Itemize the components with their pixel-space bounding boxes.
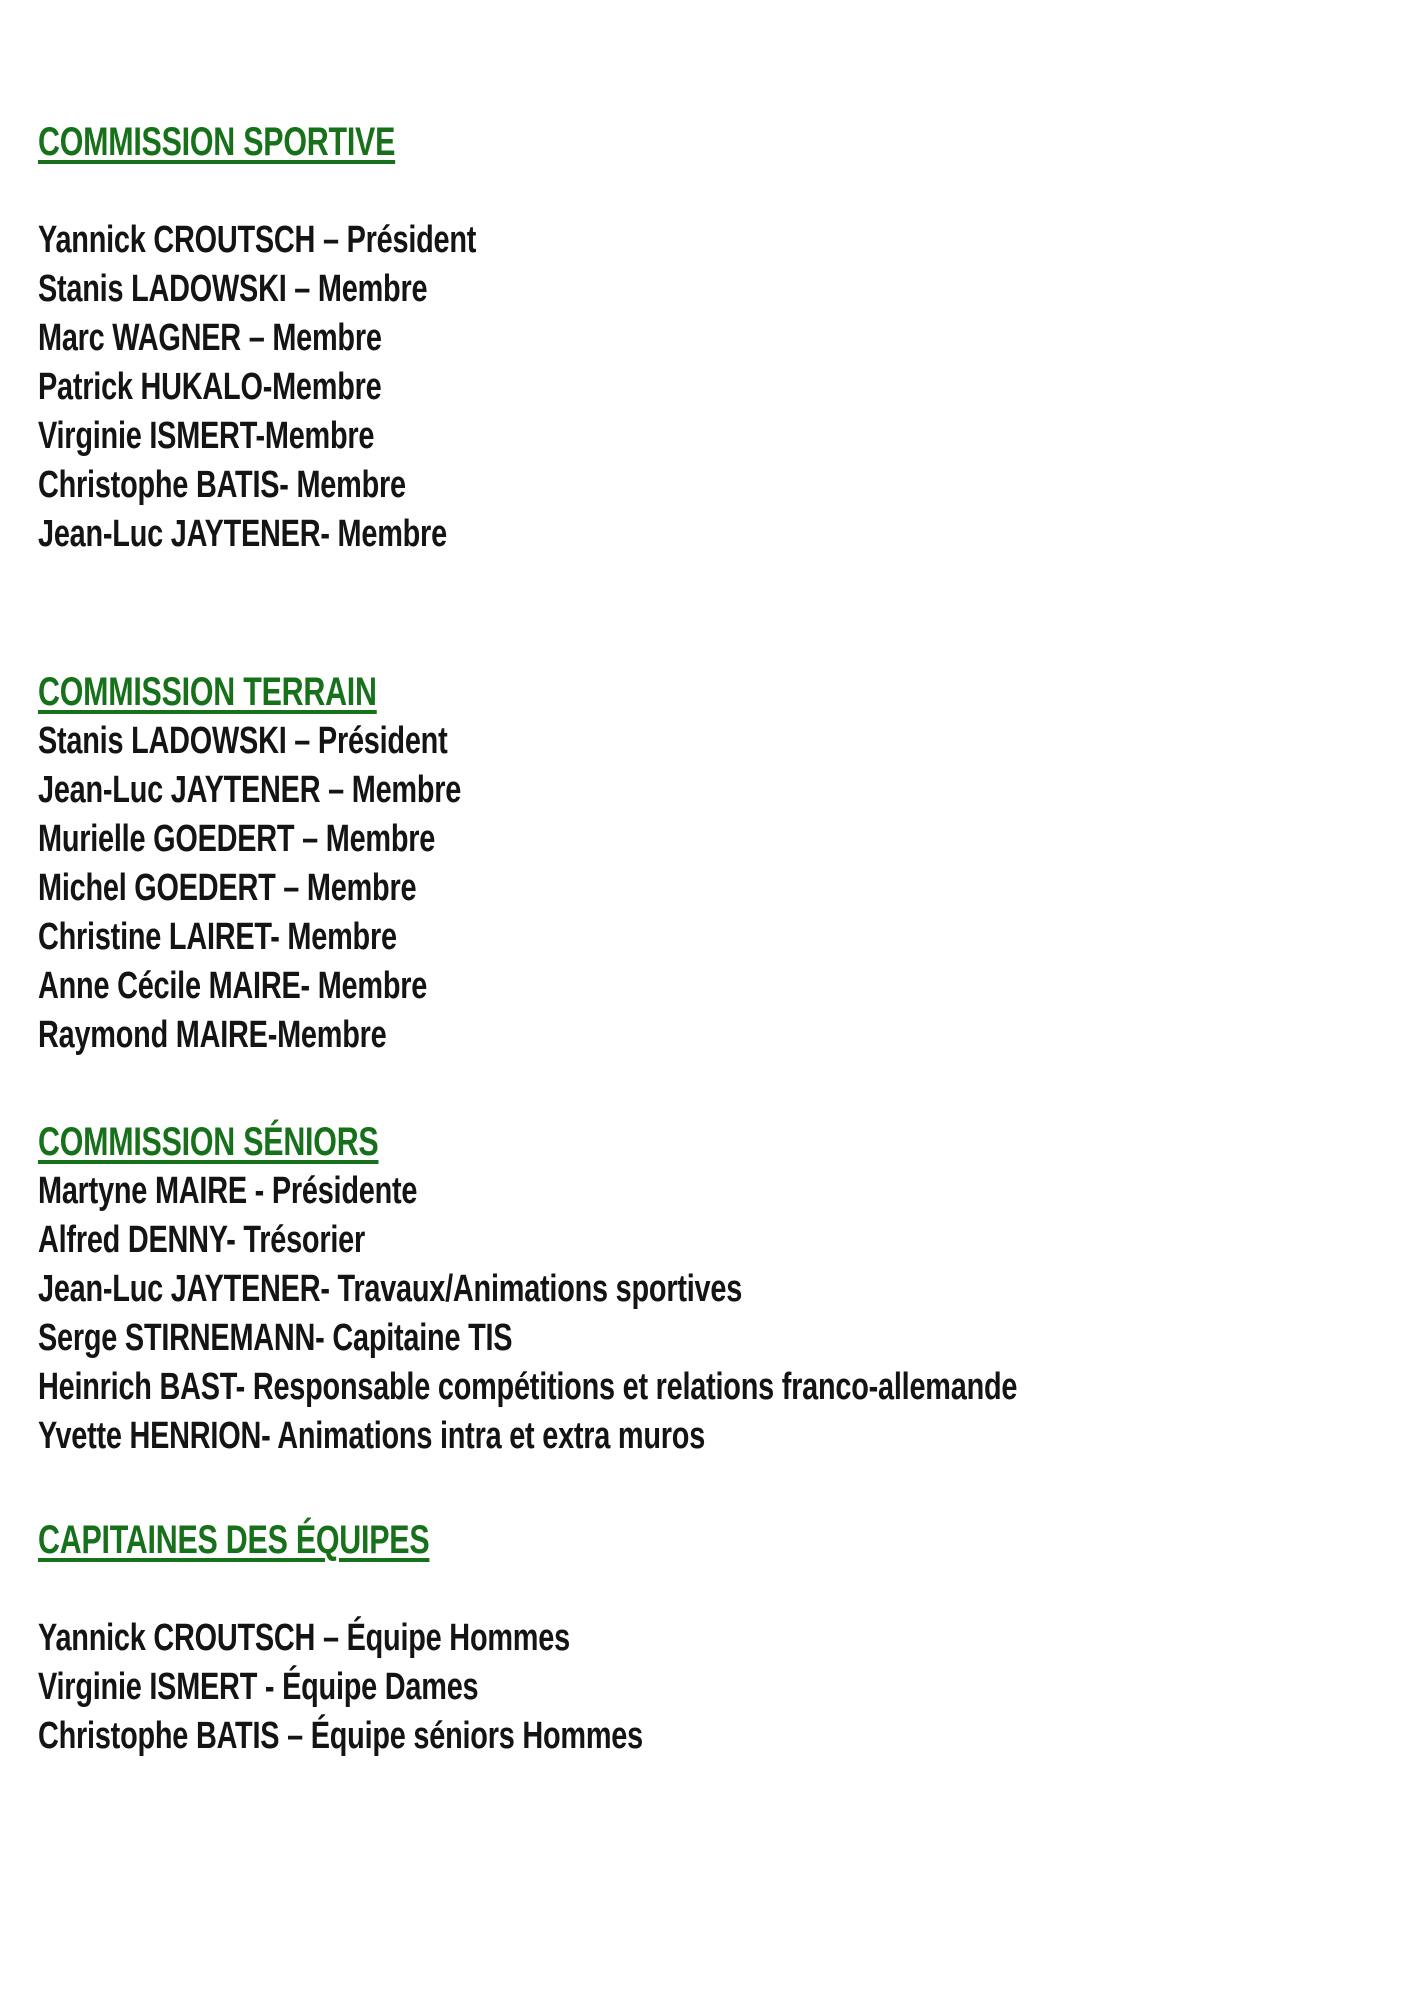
member-line: Yannick CROUTSCH – Président <box>38 219 477 261</box>
member-line: Jean-Luc JAYTENER- Travaux/Animations sportives <box>38 1268 743 1310</box>
member-line: Christophe BATIS – Équipe séniors Hommes <box>38 1715 643 1757</box>
member-line: Yvette HENRION- Animations intra et extra muros <box>38 1415 706 1457</box>
section-heading: COMMISSION TERRAIN <box>38 670 377 714</box>
member-line: Heinrich BAST- Responsable compétitions et relations franco-allemande <box>38 1366 1018 1408</box>
blank-line <box>38 1565 1391 1614</box>
member-line: Christophe BATIS- Membre <box>38 464 406 506</box>
section-commission-sportive <box>38 118 1391 559</box>
section-commission-terrain <box>38 668 1391 1060</box>
member-line: Stanis LADOWSKI – Membre <box>38 268 428 310</box>
member-line: Serge STIRNEMANN- Capitaine TIS <box>38 1317 513 1359</box>
member-line: Murielle GOEDERT – Membre <box>38 818 436 860</box>
member-line: Virginie ISMERT-Membre <box>38 415 375 457</box>
section-heading: COMMISSION SÉNIORS <box>38 1120 379 1164</box>
member-line: Patrick HUKALO-Membre <box>38 366 382 408</box>
section-heading: CAPITAINES DES ÉQUIPES <box>38 1518 430 1562</box>
member-line: Marc WAGNER – Membre <box>38 317 382 359</box>
document-content <box>38 118 1391 1761</box>
section-heading: COMMISSION SPORTIVE <box>38 120 396 164</box>
member-line: Virginie ISMERT - Équipe Dames <box>38 1666 479 1708</box>
member-line: Raymond MAIRE-Membre <box>38 1014 387 1056</box>
member-line: Jean-Luc JAYTENER- Membre <box>38 513 447 555</box>
section-commission-seniors <box>38 1118 1391 1461</box>
member-line: Christine LAIRET- Membre <box>38 916 397 958</box>
member-line: Martyne MAIRE - Présidente <box>38 1170 418 1212</box>
member-line: Jean-Luc JAYTENER – Membre <box>38 769 462 811</box>
blank-line <box>38 167 1391 216</box>
member-line: Anne Cécile MAIRE- Membre <box>38 965 428 1007</box>
member-line: Yannick CROUTSCH – Équipe Hommes <box>38 1617 570 1659</box>
member-line: Stanis LADOWSKI – Président <box>38 720 448 762</box>
section-capitaines-des-equipes <box>38 1516 1391 1761</box>
member-line: Michel GOEDERT – Membre <box>38 867 417 909</box>
member-line: Alfred DENNY- Trésorier <box>38 1219 365 1261</box>
